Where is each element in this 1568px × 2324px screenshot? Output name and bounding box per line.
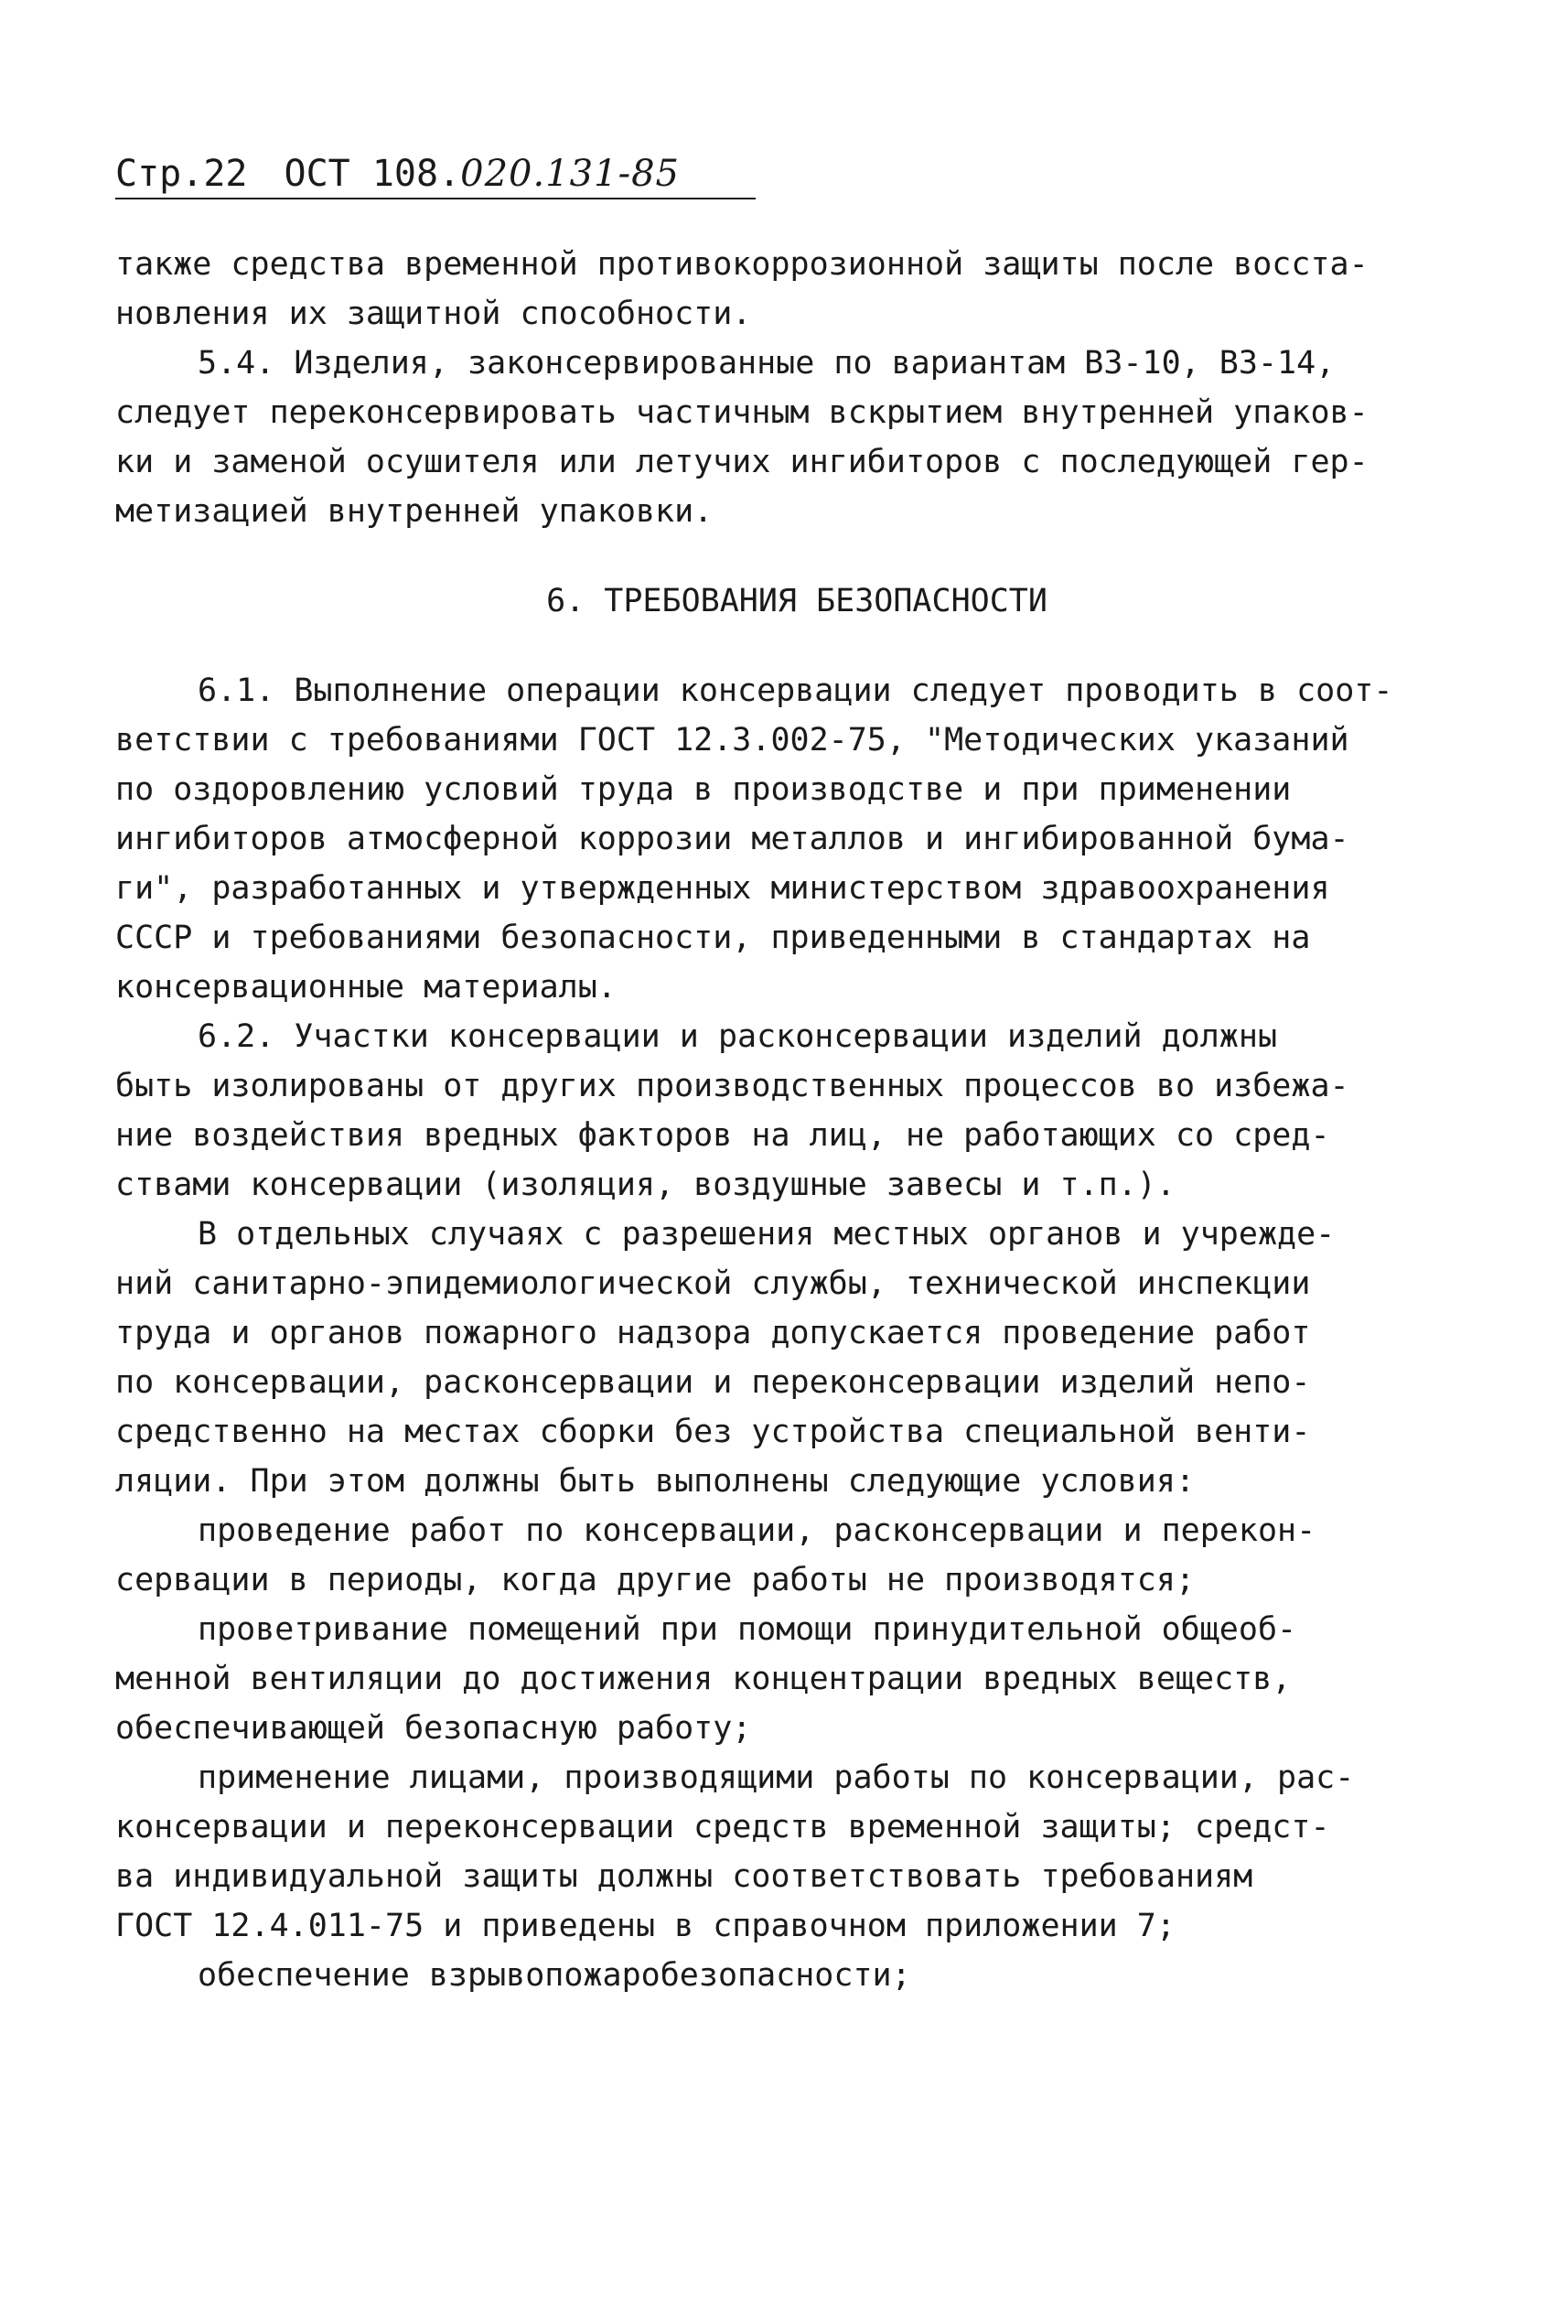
text-line: консервации и переконсервации средств временной защиты; средст- [115,1809,1330,1845]
standard-code-handwritten: 020.131-85 [460,153,680,195]
paragraph-6-2-line: 6.2. Участки консервации и расконсервации изделий должны [198,1018,1278,1055]
text-line: также средства временной противокоррозионной защиты после восста- [115,246,1369,283]
text-line: ствами консервации (изоляция, воздушные завесы и т.п.). [115,1167,1176,1203]
text-line: сервации в периоды, когда другие работы не производятся; [115,1562,1196,1598]
condition-item: применение лицами, производящими работы по консервации, рас- [198,1759,1355,1796]
standard-code-prefix: ОСТ 108. [284,153,461,195]
text-line: по консервации, расконсервации и переконсервации изделий непо- [115,1364,1311,1401]
text-line: по оздоровлению условий труда в производстве и при применении [115,771,1292,808]
document-body [115,240,1460,2000]
text-line: ва индивидуальной защиты должны соответствовать требованиям [115,1858,1253,1895]
paragraph-line: В отдельных случаях с разрешения местных органов и учрежде- [198,1216,1336,1253]
text-line: ние воздействия вредных факторов на лиц, не работающих со сред- [115,1117,1330,1154]
page-header [115,152,680,196]
text-line: менной вентиляции до достижения концентрации вредных веществ, [115,1661,1292,1697]
paragraph-6-1-line: 6.1. Выполнение операции консервации следует проводить в соот- [198,672,1393,709]
text-line: ветствии с требованиями ГОСТ 12.3.002-75, "Методических указаний [115,722,1349,759]
page-number: Стр.22 [115,153,248,195]
text-line: труда и органов пожарного надзора допускается проведение работ [115,1315,1311,1351]
condition-item: проветривание помещений при помощи принудительной общеоб- [198,1611,1297,1648]
standard-code [285,152,680,196]
text-line: ний санитарно-эпидемиологической службы, технической инспекции [115,1265,1311,1302]
condition-item: обеспечение взрывопожаробезопасности; [198,1957,911,1994]
text-line: консервационные материалы. [115,969,617,1006]
text-line: средственно на местах сборки без устройства специальной венти- [115,1414,1311,1450]
text-line: ингибиторов атмосферной коррозии металлов и ингибированной бума- [115,821,1349,857]
text-line: ГОСТ 12.4.011-75 и приведены в справочном приложении 7; [115,1908,1176,1944]
text-line: ки и заменой осушителя или летучих ингибиторов с последующей гер- [115,444,1369,480]
condition-item: проведение работ по консервации, расконсервации и перекон- [198,1512,1316,1549]
spacer [115,626,1460,666]
text-line: следует переконсервировать частичным вскрытием внутренней упаков- [115,394,1369,431]
text-line: метизацией внутренней упаковки. [115,493,714,530]
text-line: СССР и требованиями безопасности, приведенными в стандартах на [115,920,1311,956]
header-underline [115,198,756,199]
text-line: ги", разработанных и утвержденных министерством здравоохранения [115,870,1330,907]
section-title: 6. ТРЕБОВАНИЯ БЕЗОПАСНОСТИ [546,583,1047,619]
text-line: быть изолированы от других производственных процессов во избежа- [115,1068,1349,1104]
paragraph-5-4-line: 5.4. Изделия, законсервированные по вариантам ВЗ-10, ВЗ-14, [198,345,1336,382]
spacer [115,536,1460,576]
text-line: новления их защитной способности. [115,296,752,332]
text-line: ляции. При этом должны быть выполнены следующие условия: [115,1463,1196,1500]
text-line: обеспечивающей безопасную работу; [115,1710,752,1747]
